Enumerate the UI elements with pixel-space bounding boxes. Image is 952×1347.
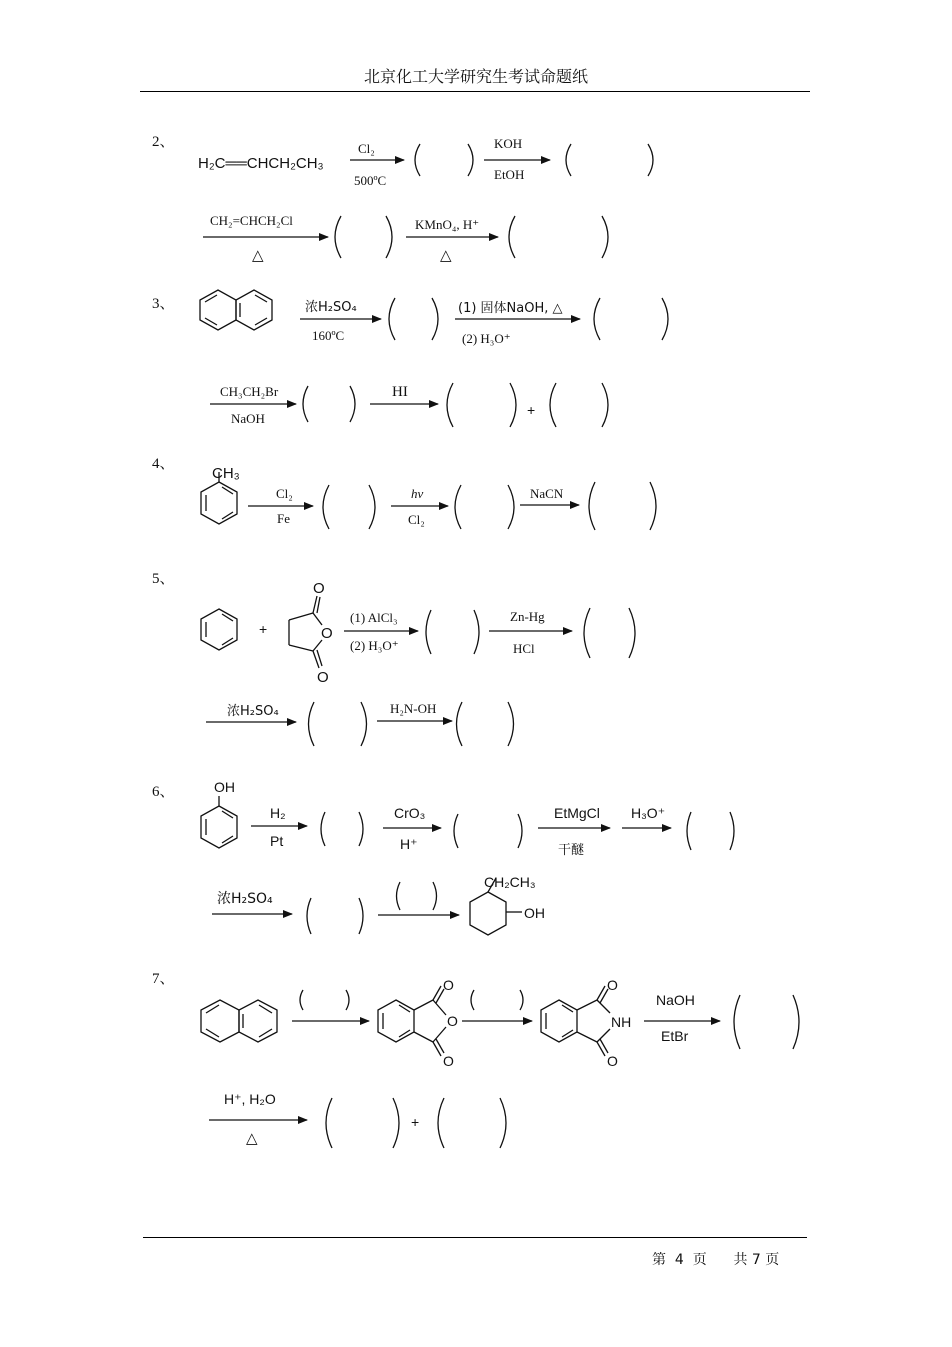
footer-rule <box>143 1237 807 1238</box>
q3-blank-4-left <box>447 383 453 427</box>
q2-blank-1-left <box>415 144 420 176</box>
q4-blank-2-right <box>508 485 514 529</box>
q6-blank-2-left <box>454 814 458 848</box>
q6-r1-top: H₂ <box>270 805 286 821</box>
q2-reactant: H₂C══CHCH₂CH₃ <box>198 155 324 172</box>
q7-r-top: NaOH <box>656 992 695 1008</box>
q6-blank-5-left <box>397 882 401 910</box>
q7-r2-bot: △ <box>246 1131 258 1147</box>
q2-r3-top: CH₂=CHCH₂Cl <box>210 213 293 228</box>
q7-blank-3-right <box>793 995 799 1049</box>
q5-r4-top: H₂N-OH <box>390 701 437 716</box>
q3-blank-2-left <box>594 298 600 340</box>
q2-r1-top: Cl₂ <box>358 141 375 156</box>
q4-blank-3-left <box>589 482 595 530</box>
q2-r2-bot: EtOH <box>494 167 525 182</box>
q3-blank-1-right <box>432 298 438 340</box>
q2-r1-bot: 500ºC <box>354 173 387 188</box>
page-unit: 页 <box>692 1252 707 1268</box>
q6-product-ethyl: CH₂CH₃ <box>484 874 536 890</box>
q2-blank-1-right <box>468 144 473 176</box>
q2-blank-2-left <box>566 144 571 176</box>
q5-blank-3-left <box>309 702 315 746</box>
q3-blank-2-right <box>662 298 668 340</box>
q5-blank-1-left <box>426 610 431 654</box>
q5-plus: + <box>259 621 268 637</box>
q7-blank-1-left <box>300 990 303 1010</box>
q5-r1-top: (1) AlCl₃ <box>350 610 398 625</box>
total-pages: 7 <box>751 1252 761 1268</box>
q2-blank-4-left <box>509 216 515 258</box>
q5-blank-1-right <box>474 610 479 654</box>
q5-blank-4-left <box>457 702 463 746</box>
phthalimide-icon <box>541 986 610 1056</box>
q3-blank-1-left <box>389 298 395 340</box>
q6-r3-bot: 干醚 <box>558 843 585 858</box>
q3-blank-3-right <box>350 386 355 422</box>
page-footer <box>652 1249 779 1269</box>
q3-r1-bot: 160ºC <box>312 328 345 343</box>
benzene-ring-icon <box>201 609 237 650</box>
q6-number: 6、 <box>152 784 175 800</box>
q6-blank-4-left <box>307 898 311 934</box>
q7-anhydride-o-bot: O <box>443 1053 454 1069</box>
q6-r1-bot: Pt <box>270 833 284 849</box>
q3-r3-top: CH₃CH₂Br <box>220 384 279 399</box>
q4-r3-top: NaCN <box>530 486 564 501</box>
q7-anhydride-o-ring: O <box>447 1013 458 1029</box>
q6-substituent: OH <box>214 779 235 795</box>
q7-number: 7、 <box>152 971 175 987</box>
q3-blank-3-left <box>303 386 308 422</box>
q4-r1-top: Cl₂ <box>276 486 293 501</box>
q2-r4-top: KMnO₄, H⁺ <box>415 217 480 232</box>
q6-r2-top: CrO₃ <box>394 805 426 821</box>
q5-r1-bot: (2) H₃O⁺ <box>350 638 399 653</box>
q6-blank-4-right <box>359 898 363 934</box>
q5-blank-3-right <box>361 702 367 746</box>
q6-r2-bot: H⁺ <box>400 836 418 852</box>
q6-blank-2-right <box>518 814 522 848</box>
naphthalene-icon <box>201 1000 277 1042</box>
q5-o-top: O <box>313 580 325 597</box>
q2-r2-top: KOH <box>494 136 523 151</box>
q7-blank-2-right <box>520 990 523 1010</box>
q5-o-bot: O <box>317 669 329 686</box>
q7-blank-1-right <box>346 990 349 1010</box>
q4-substituent: CH₃ <box>212 465 240 482</box>
q4-blank-3-right <box>650 482 656 530</box>
q4-number: 4、 <box>152 456 175 472</box>
q6-r3-top: EtMgCl <box>554 805 600 821</box>
q2-blank-2-right <box>648 144 653 176</box>
exam-paper-header: 北京化工大学研究生考试命题纸 <box>363 67 588 86</box>
q3-r2-top: (1) 固体NaOH, △ <box>458 301 563 316</box>
total-prefix: 共 <box>733 1252 748 1268</box>
total-unit: 页 <box>765 1252 780 1268</box>
q6-product-hydroxyl: OH <box>524 905 545 921</box>
q5-blank-2-right <box>629 608 635 658</box>
q3-blank-5-left <box>550 383 556 427</box>
q4-blank-1-left <box>323 485 329 529</box>
q5-number: 5、 <box>152 571 175 587</box>
q7-blank-3-left <box>734 995 740 1049</box>
q3-r3-bot: NaOH <box>231 411 265 426</box>
q2-r4-bot: △ <box>440 248 452 264</box>
q2-blank-3-right <box>386 216 392 258</box>
q3-r4-top: HI <box>392 384 408 400</box>
q6-blank-1-left <box>321 812 325 846</box>
page-prefix: 第 <box>652 1252 666 1268</box>
q7-r2-top: H⁺, H₂O <box>224 1091 276 1107</box>
q7-blank-2-left <box>471 990 474 1010</box>
q3-blank-5-right <box>602 383 608 427</box>
q7-r-bot: EtBr <box>661 1028 689 1044</box>
phenol-benzene-icon <box>201 796 237 848</box>
q7-imide-o-bot: O <box>607 1053 618 1069</box>
q4-blank-1-right <box>369 485 375 529</box>
q2-r3-bot: △ <box>252 248 264 264</box>
q3-r1-top: 浓H₂SO₄ <box>305 300 357 315</box>
q5-r2-bot: HCl <box>513 641 535 656</box>
q3-r2-bot: (2) H₃O⁺ <box>462 331 511 346</box>
q4-r2-top: hv <box>411 486 424 501</box>
q6-blank-3-left <box>687 812 691 850</box>
page-number: 4 <box>674 1252 684 1268</box>
q7-blank-4-left <box>326 1098 332 1148</box>
q6-blank-1-right <box>359 812 363 846</box>
q7-blank-4-right <box>393 1098 399 1148</box>
q7-imide-nh: NH <box>611 1014 632 1030</box>
q7-blank-5-right <box>500 1098 506 1148</box>
q6-blank-5-right <box>433 882 437 910</box>
q3-blank-4-right <box>510 383 516 427</box>
q5-blank-4-right <box>508 702 514 746</box>
q3-number: 3、 <box>152 296 175 312</box>
q7-blank-5-left <box>438 1098 444 1148</box>
q2-number: 2、 <box>152 134 175 150</box>
naphthalene-icon <box>200 290 272 330</box>
q6-r5-top: 浓H₂SO₄ <box>217 891 273 907</box>
q7-anhydride-o-top: O <box>443 977 454 993</box>
q3-plus: + <box>527 402 536 418</box>
q5-blank-2-left <box>584 608 590 658</box>
q5-r3-top: 浓H₂SO₄ <box>227 704 279 719</box>
q6-r4-top: H₃O⁺ <box>631 805 666 821</box>
q6-blank-3-right <box>730 812 734 850</box>
q4-blank-2-left <box>455 485 461 529</box>
succinic-anhydride-icon <box>289 596 322 668</box>
q2-blank-4-right <box>602 216 608 258</box>
q7-imide-o-top: O <box>607 977 618 993</box>
q4-r2-bot: Cl₂ <box>408 512 425 527</box>
q5-o-ring: O <box>321 625 333 642</box>
q4-r1-bot: Fe <box>277 511 290 526</box>
q5-r2-top: Zn-Hg <box>510 609 545 624</box>
q2-blank-3-left <box>335 216 341 258</box>
phthalic-anhydride-icon <box>378 986 446 1056</box>
q7-plus: + <box>411 1114 420 1130</box>
